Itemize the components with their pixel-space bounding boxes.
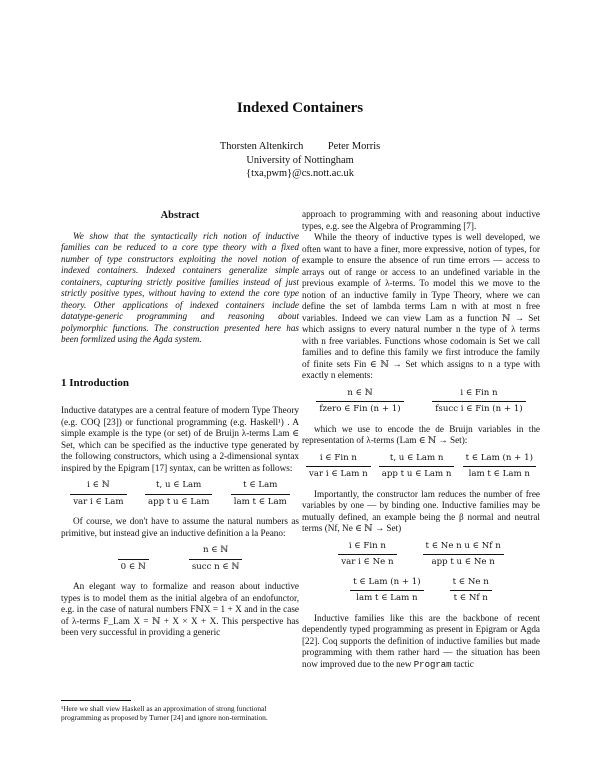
right-paragraph-2: While the theory of inductive types is well developed, we often want to have a finer, more expressive, notion of types, for example to ensure the absence of run time errors — access to arrays out of range or access to an undefined variable in the previous example of λ-terms. To model this we move to the notion of an inductive family in Type Theory, where we can define the set of lambda terms Lam n with at most n free variables. Indeed we can view Lam as a function ℕ → Set which assigns to every natural number n the type of λ terms with n free variables. Functions whose codomain is Set we call families and to define this family we first introduce the family of finite sets Fin ∈ ℕ → Set which assigns to n a type with exactly n elements: [302,232,540,380]
rule-conclusion: lam t ∈ Lam n [468,469,530,479]
author-block [0,140,600,181]
rules-lam [61,480,299,508]
paragraph-text-end: tactic [451,658,474,669]
rule-premise: n ∈ ℕ [347,387,373,398]
rule-var [70,480,126,508]
rule-zero [118,547,149,574]
rule-premise: t ∈ Lam [243,480,278,490]
right-paragraph-4: Importantly, the constructor lam reduces the number of free variables by one — by binding one. Inductive families may be mutually defined, an example being the β normal and neutral terms (Nf, Ne ∈ ℕ → Set) [302,488,540,533]
rule-app-n [379,453,455,481]
rule-conclusion: lam t ∈ Lam [233,496,287,507]
rule-var-ne [338,541,396,569]
abstract-heading: Abstract [160,210,200,221]
rule-fzero [316,388,403,416]
left-column [61,208,299,346]
rule-conclusion: app t u ∈ Ne n [431,557,495,567]
intro-body [61,405,299,639]
rule-conclusion: fsucc i ∈ Fin (n + 1) [435,404,523,414]
footnote-divider [61,700,131,701]
rules-nat [61,545,299,573]
rules-nf [302,577,540,605]
rule-conclusion: succ n ∈ ℕ [191,561,240,572]
rule-premise: i ∈ ℕ [87,480,110,490]
rule-lam-n [463,453,536,481]
rules-fin [302,388,540,416]
rule-conclusion: app t u ∈ Lam n [381,469,452,479]
author-2: Peter Morris [327,141,381,152]
intro-paragraph-1: Inductive datatypes are a central feature of modern Type Theory (e.g. COQ [23]) or functional programming (e.g. Haskell¹) . A simple example is the type (or set) of de Bruijn λ-terms Lam ∈ Set, which can be specified as the inductive type generated by the following constructors, which using a 2-dimensional syntax inspired by the Epigram [17] syntax, can be written as follows: [61,405,299,473]
rule-lam-nf [350,577,423,605]
paragraph-text: Inductive families like this are the backbone of recent dependently typed programming as present in Epigram or Agda [22]. Coq supports the definition of inductive families but made programming with them rather hard — the situation has been now improved due to the new [302,612,540,669]
right-paragraph-1: approach to programming with and reasoning about inductive types, e.g. see the Algebra of Programming [7]. [302,209,540,231]
rule-conclusion: t ∈ Nf n [453,593,488,603]
email: {txa,pwm}@cs.nott.ac.uk [246,168,354,179]
rule-conclusion: var i ∈ Lam n [309,469,368,479]
rule-conclusion: var i ∈ Ne n [341,557,394,567]
right-paragraph-5 [302,613,540,672]
rule-premise: t, u ∈ Lam n [389,452,444,463]
rule-premise: i ∈ Fin n [460,387,498,398]
abstract-text: We show that the syntactically rich notion of inductive families can be reduced to a core type theory with a fixed number of type constructors exploiting the novel notion of indexed containers. Indexed containers generalize simple containers, capturing strictly positive families instead of just strictly positive types, without having to extend the core type theory. Other applications of indexed containers include datatype-generic programming and reasoning about polymorphic functions. The construction presented here has been formlized using the Agda system. [61,230,299,344]
right-column [302,209,540,671]
rule-premise: t, u ∈ Lam [156,480,202,490]
rule-conclusion: var i ∈ Lam [73,496,124,507]
rule-fsucc [432,388,525,416]
author-1: Thorsten Altenkirch [219,141,304,152]
paper-title: Indexed Containers [236,100,364,116]
rule-premise: i ∈ Fin n [348,540,386,551]
rule-conclusion: 0 ∈ ℕ [120,561,146,572]
rule-conclusion: fzero ∈ Fin (n + 1) [319,404,401,414]
rule-conclusion: app t u ∈ Lam [147,496,210,507]
intro-paragraph-2: Of course, we don't have to assume the natural numbers as primitive, but instead give an inductive definition a la Peano: [61,516,299,538]
rule-lam [231,480,290,508]
section-heading-introduction: 1 Introduction [61,377,129,389]
footnote: ¹Here we shall view Haskell as an approximation of strong functional programming as proposed by Turner [24] and ignore non-termination. [61,704,268,722]
right-paragraph-3: which we use to encode the de Bruijn variables in the representation of λ-terms (Lam ∈ ℕ → Set): [302,423,540,445]
affiliation: University of Nottingham [246,154,354,166]
rule-premise: t ∈ Ne n u ∈ Nf n [425,540,501,551]
program-keyword: Program [413,659,452,670]
rules-ne [302,541,540,569]
rule-premise [130,547,136,559]
rule-premise: t ∈ Lam (n + 1) [465,452,533,463]
rule-premise: t ∈ Ne n [452,576,489,587]
rule-ne-nf [450,577,492,605]
rule-var-n [306,453,371,481]
rule-premise: i ∈ Fin n [319,452,357,463]
rule-premise: t ∈ Lam (n + 1) [353,576,421,587]
rule-premise: n ∈ ℕ [202,545,229,555]
author-names [0,140,600,154]
intro-paragraph-3: An elegant way to formalize and reason about inductive types is to model them as the initial algebra of an endofunctor, e.g. in the case of natural numbers FℕX = 1 + X and in the case of λ-terms F_Lam X = ℕ + X × X + X. This perspective has been very successful in providing a generic [61,581,299,637]
rule-conclusion: lam t ∈ Lam n [356,593,418,603]
rule-app-ne [423,541,504,569]
rule-succ [189,545,243,573]
rules-lam-family [302,453,540,481]
rule-app [145,480,212,508]
